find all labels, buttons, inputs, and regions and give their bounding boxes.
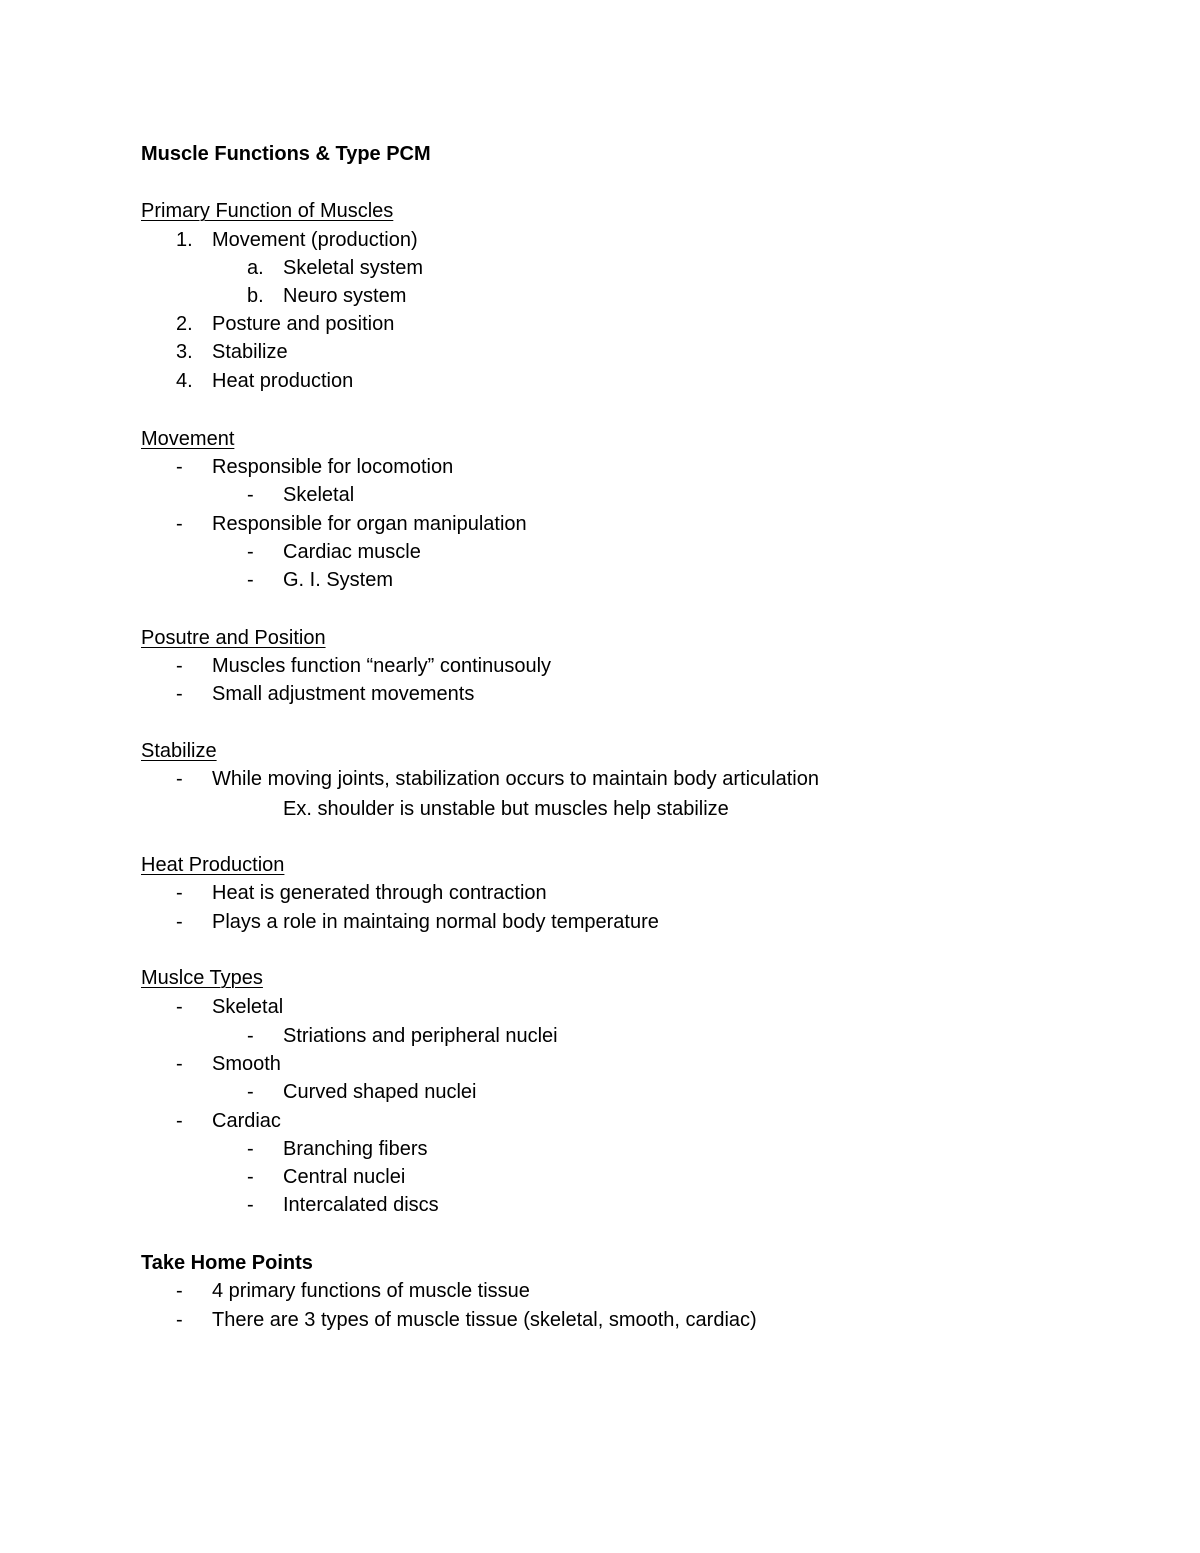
list-marker: 1. xyxy=(176,229,193,251)
section-heading-line xyxy=(0,197,1200,225)
list-item-text: While moving joints, stabilization occurs to maintain body articulation xyxy=(212,768,819,790)
list-subitem xyxy=(0,1078,1200,1106)
list-marker: - xyxy=(247,1025,254,1047)
list-item xyxy=(0,510,1200,538)
list-marker: - xyxy=(176,1053,183,1075)
list-item-text: 4 primary functions of muscle tissue xyxy=(212,1280,530,1302)
list-item-text: Central nuclei xyxy=(283,1166,406,1188)
section-heading: Stabilize xyxy=(141,740,217,762)
list-item-text: Skeletal xyxy=(212,996,284,1018)
list-marker: - xyxy=(247,569,254,591)
list-item xyxy=(0,1107,1200,1135)
take-home-heading: Take Home Points xyxy=(141,1252,313,1274)
section-heading: Movement xyxy=(141,428,235,450)
section-heading-line xyxy=(0,851,1200,879)
list-marker: - xyxy=(176,513,183,535)
list-item-text: Smooth xyxy=(212,1053,281,1075)
list-item-text: Skeletal system xyxy=(283,257,424,279)
list-item-text: There are 3 types of muscle tissue (skeletal, smooth, cardiac) xyxy=(212,1309,757,1331)
section-heading-line xyxy=(0,964,1200,992)
list-marker: - xyxy=(247,1138,254,1160)
list-marker: 3. xyxy=(176,341,193,363)
section-heading: Primary Function of Muscles xyxy=(141,200,394,222)
list-marker: - xyxy=(247,541,254,563)
list-subitem xyxy=(0,1135,1200,1163)
list-item xyxy=(0,908,1200,936)
list-item-text: Heat production xyxy=(212,370,354,392)
list-item-text: Cardiac muscle xyxy=(283,541,421,563)
list-item-text: Cardiac xyxy=(212,1110,281,1132)
list-marker: - xyxy=(176,683,183,705)
list-marker: - xyxy=(247,1081,254,1103)
list-item xyxy=(0,680,1200,708)
list-item xyxy=(0,338,1200,366)
list-subitem xyxy=(0,1191,1200,1219)
example-line xyxy=(0,795,1200,823)
list-item-text: Movement (production) xyxy=(212,229,418,251)
list-item-text: Responsible for locomotion xyxy=(212,456,454,478)
list-subitem xyxy=(0,538,1200,566)
section-heading: Heat Production xyxy=(141,854,285,876)
list-item xyxy=(0,652,1200,680)
list-item xyxy=(0,367,1200,395)
list-marker: 4. xyxy=(176,370,193,392)
section-heading-line xyxy=(0,624,1200,652)
list-marker: 2. xyxy=(176,313,193,335)
list-item xyxy=(0,879,1200,907)
example-text: Ex. shoulder is unstable but muscles help stabilize xyxy=(283,798,729,820)
list-marker: - xyxy=(176,882,183,904)
list-marker: - xyxy=(176,996,183,1018)
title-line xyxy=(0,140,1200,168)
list-item-text: Curved shaped nuclei xyxy=(283,1081,477,1103)
list-subitem xyxy=(0,282,1200,310)
section-heading: Posutre and Position xyxy=(141,627,326,649)
list-item-text: G. I. System xyxy=(283,569,394,591)
list-subitem xyxy=(0,254,1200,282)
list-item-text: Intercalated discs xyxy=(283,1194,439,1216)
list-marker: b. xyxy=(247,285,264,307)
list-item-text: Striations and peripheral nuclei xyxy=(283,1025,558,1047)
section-heading: Muslce Types xyxy=(141,967,263,989)
list-item-text: Muscles function “nearly” continusouly xyxy=(212,655,552,677)
section-heading-line xyxy=(0,1249,1200,1277)
section-heading-line xyxy=(0,425,1200,453)
list-marker: - xyxy=(176,655,183,677)
list-item-text: Skeletal xyxy=(283,484,355,506)
list-item xyxy=(0,993,1200,1021)
list-item-text: Stabilize xyxy=(212,341,288,363)
list-item-text: Responsible for organ manipulation xyxy=(212,513,527,535)
list-subitem xyxy=(0,566,1200,594)
list-item xyxy=(0,1050,1200,1078)
list-item-text: Small adjustment movements xyxy=(212,683,475,705)
list-item-text: Plays a role in maintaing normal body temperature xyxy=(212,911,659,933)
list-marker: - xyxy=(176,1280,183,1302)
list-marker: - xyxy=(176,1110,183,1132)
list-item xyxy=(0,765,1200,793)
list-item xyxy=(0,1306,1200,1334)
list-item xyxy=(0,1277,1200,1305)
list-marker: - xyxy=(247,1194,254,1216)
list-marker: - xyxy=(247,484,254,506)
list-item xyxy=(0,226,1200,254)
list-marker: - xyxy=(176,1309,183,1331)
section-heading-line xyxy=(0,737,1200,765)
list-subitem xyxy=(0,1163,1200,1191)
list-marker: - xyxy=(247,1166,254,1188)
list-marker: a. xyxy=(247,257,264,279)
list-marker: - xyxy=(176,768,183,790)
list-item-text: Posture and position xyxy=(212,313,395,335)
list-item-text: Branching fibers xyxy=(283,1138,428,1160)
list-marker: - xyxy=(176,456,183,478)
document-title: Muscle Functions & Type PCM xyxy=(141,143,431,165)
list-item-text: Neuro system xyxy=(283,285,407,307)
list-item xyxy=(0,453,1200,481)
list-marker: - xyxy=(176,911,183,933)
list-item xyxy=(0,310,1200,338)
list-subitem xyxy=(0,1022,1200,1050)
list-subitem xyxy=(0,481,1200,509)
list-item-text: Heat is generated through contraction xyxy=(212,882,547,904)
